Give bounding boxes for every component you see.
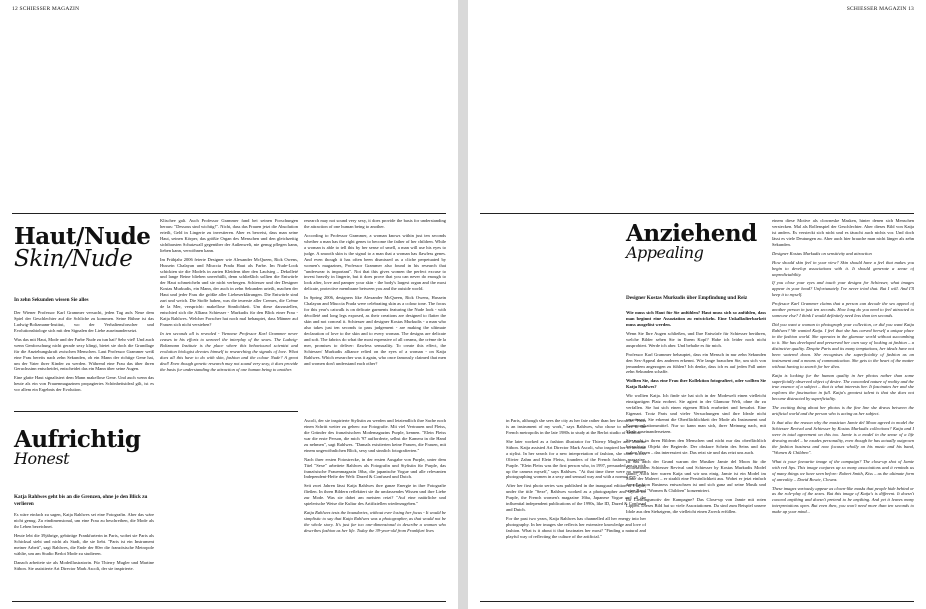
headline-title: Anziehend — [626, 220, 757, 247]
paragraph-english: In Spring 2006, designers like Alexander McQueen, Rick Owens, Hussein Chalayan and Miuccia Prada were celebrating skin as a colour tone. The focus for this year's catwalk is on delicate garments featuring the Nude look - with décolleté and long legs exposed, as their creations are designed to flatter the skin and not conceal it. Schiesser and designer Kostas Murkudis - a man who also takes just ten seconds to pass judgement - are making the ultimate declaration of love to the skin and to every woman. The designs are delicate and soft. The fabrics do what the most expensive of all creams, the crème de la mer, promises to deliver: flawless sensuality. To create this effect, the Schiesser/ Murkudis alliance relied on the eyes of a woman - on Katja Rahlwes. Which researcher was it again, who once famously claimed that men and women don't understand each other? — [304, 295, 446, 366]
right-page — [468, 0, 926, 609]
headline-subtitle: Appealing — [626, 243, 704, 262]
paragraph: Was das mit Haut, Mode und der Farbe Nude zu tun hat? Sehr viel! Und auch wenn Genforschung nicht gerade sexy klingt, bietet sie doch die Grundlage für die Anziehungskraft zwischen Menschen. Laut Professor Grammer weiß eine Frau bereits nach zehn Sekunden, ob ein Mann der richtige Gene hat, um der Vater ihrer Kinder zu werden. Während eine Frau das über ihren Geruchssinn entscheidet, entscheidet das ein Mann über seine Augen. — [14, 336, 154, 372]
paragraph-english: Katja is looking for the human quality in her photos rather than some superficially observed object of desire. The concealed nature of reality and the true essence of a subject – that is what interests her. It fascinates her and she explores the fascination in full. Katja's greatest talent is that she does not become distracted by superficiality. — [772, 372, 914, 402]
headline-anziehend-appealing — [626, 222, 757, 261]
paragraph-english: Did you want a woman to photograph your collection, or did you want Katja Rahlwes? We wanted Katja. I feel that she has carved herself a unique place in the fashion world. She operates in the glamour world without succumbing to it. She has developed and preserved her own way of looking at fashion – a distinctive quality. Despite Paris and its many temptations, her ideals have not been watered down. She recognises the superficiality of fashion as an instrument and a means of communication. She gets to the heart of the matter without having to search for her diva. — [772, 322, 914, 369]
headline-aufrichtig-honest — [14, 428, 141, 467]
paragraph-english: Designer Kostas Murkudis on sensitivity and attraction — [772, 250, 872, 256]
article3-column-2 — [772, 218, 914, 598]
paragraph: Wenn Sie Ihre Augen schließen, und Ihre Entwürfe für Schiesser berühren, welche Bilder sehen Sie in Ihrem Kopf? Habe ich leider noch nicht ausprobiert. Werde ich aber. Und behalte es für mich. — [626, 330, 766, 348]
paragraph: Danach arbeitete sie als Modeillustratorin. Für Thierry Mugler und Martine Sitbon. Sie assistierte Art Director Mark Ascoli, der sie inspirierte. — [14, 559, 154, 571]
paragraph-english: Katja Rahlwes tests the boundaries, without ever losing her focus - It would be simplistic to say that Katja Rahlwes was a photographer, as that would not be the whole story. It's just far too one-dimensional to describe a woman who describes fashion as her life. Today the 39-year-old from Frankfurt lives — [304, 510, 446, 533]
paragraph: Heute lebt die 39jährige, gebürtige Frankfurterin in Paris, wobei sie Paris als Schicksal sieht und nicht als Stadt, die sie liebt. "Paris ist ein Instrument meiner Arbeit", sagt Rahlwes, die Ende der 80er die französische Metropole wählte, um am Studio Berlot Mode zu studieren. — [14, 532, 154, 556]
paragraph-english: According to Professor Grammer, a woman knows within just ten seconds whether a man has the right genes to become the father of her children. While a woman is able to tell this by her sense of smell, a man will use his eyes to judge. A smooth skin is the signal to a man that a woman has flawless genes. And even though it has often been dismissed as a cliche perpetuated by women's magazines, Professor Grammer also found in his research that "underwear is important". Not that this gives women the perfect excuse to invest heavily in lingerie, but it does prove that you can never do enough to look after, love and pamper your skin - the body's largest organ and the most delicate, protective membrane between you and the outside world. — [304, 232, 446, 292]
headline-title: Haut/Nude — [14, 223, 151, 250]
running-head-right: SCHIESSER MAGAZIN 13 — [846, 6, 914, 12]
paragraph: Ascoli, der sie inspirierte Stylistin zu werden und letztendlich ihre Sache noch einen Schritt weiter zu gehen: zur Fotografie. Mit viel Vertrauen und Fleiss, die Gründer des französischen Modemagazins Purple, kennen. "Elein Fleiss war die erste Person, die mich '97 aufforderte, selbst die Kamera in die Hand zu nehmen", sagt Rahlwes. "Damals existierten keine Frauen, die Frauen, mit einem ungewöhnlichen Blick, sexy und sinnlich fotografierten." — [304, 418, 446, 453]
article1-column-1 — [14, 310, 154, 405]
paragraph: Ist das auch der Grund warum der Musiker Jamie del Moon für die Kollektionen Schiesser Revival und Schiesser by Kostas Murkudis Model stand? Auch hier waren Katja und wir uns einig. Jamie ist ein Model im Sinne der Malerei – er strahlt eine Persönlichkeit aus. Wobei er jetzt einfach dem Fashion Business entwachsen ist und sich ganz auf seine Musik und seine Band "Women & Children" konzentriert. — [626, 458, 766, 494]
headline-subtitle: Honest — [14, 449, 69, 468]
paragraph-english: What is your favourite image of the campaign? The close-up shot of Jamie with red lips. This image conjures up so many associations and it reminds us of many things we have seen before: Robert Smith, Kiss – as the ultimate form of unreality – David Bowie, Clowns. — [772, 458, 914, 482]
page-gutter — [458, 0, 468, 609]
paragraph-english: She later worked as a fashion illustrator for Thierry Mugler and Martine Sitbon. Katja assisted Art Director Mark Ascoli, who inspired her to become a stylist. In her search for a new interpretation of fashion, she came across Olivier Zahm and Elein Fleiss, founders of the French fashion magazine, Purple. "Elein Fleiss was the first person who, in 1997, persuaded me to pick up the camera myself," says Rahlwes. "At that time there were no women photographing women in a sexy and sensual way and with a normal eye." — [506, 438, 646, 480]
lead-article2: Katja Rahlwes geht bis an die Grenzen, ohne je den Blick zu verlieren — [14, 494, 148, 507]
paragraph-english: Is that also the reason why the musician Jamie del Moon agreed to model the Schiesser Revival and Schiesser by Kostas Murkudis collections? Katja and I were in total agreement on this too. Jamie is a model in the sense of a life drawing model – he exudes personality, even though he has actually outgrown the fashion business and now focuses wholly on his music and his band, "Women & Children". — [772, 420, 914, 455]
paragraph-english: research may not sound very sexy, it does provide the basis for understanding the attraction of one human being to another. — [304, 218, 446, 229]
lead-article3: Designer Kostas Murkudis über Empfindung und Reiz — [626, 295, 748, 301]
article3-column-1 — [626, 310, 766, 598]
section-rule — [14, 411, 298, 412]
paragraph: Wir wollten Katja. Ich finde sie hat sich in der Modewelt einen vielleicht einzigartigen Platz erobert. Sie agiert in der Glamour Welt, ohne ihr zu verfallen. Sie hat sich einen eigenen Blick erarbeitet und bewahrt. Eine Eigenart. Trotz Paris und vieler Versuchungen sind ihre Ideale nicht verwässert. Sie erkennt die Oberflächlichkeit der Mode als Instrument und Kommunikationsmittel. Nur so kann man sich, ihrer Meinung nach, mit Mode auseinandersetzen. — [626, 393, 766, 434]
paragraph-english: Professor Karl Grammer claims that a person can decode the sex appeal of another person in just ten seconds. How long do you need to feel attracted to someone else? I think I would definitely need less than ten seconds. — [772, 301, 914, 319]
paragraph: Der Wiener Professor Karl Grammer versucht, jeden Tag aufs Neue dem Spiel der Geschlechter auf die Schliche zu kommen. Seine Bühne ist das Ludwig-Boltzmann-Institut, wo der Verhaltensforscher und Evolutionsbiologe sich mit den Signalen der Liebe auseinandersetzt. — [14, 310, 154, 333]
article1-column-3 — [304, 218, 446, 406]
paragraph: Seit zwei Jahren lässt Katja Rahlwes ihre ganze Energie in ihre Fotografie fließen. In ihren Bildern reflektiert sie ihr umfassendes Wissen und ihre Liebe zur Mode. Was sie dabei am meisten reizt? "Auf eine natürliche und spielerische Weise die Kultur des Artifiziellen wiederzugeben." — [304, 483, 446, 507]
running-head-left: 12 SCHIESSER MAGAZIN — [12, 6, 80, 12]
left-page — [0, 0, 458, 609]
paragraph: Professor Karl Grammer behauptet, dass ein Mensch in nur zehn Sekunden den Sex-Appeal des anderen erkennt. Wie lange brauchen Sie, um sich von jemandem angezogen zu fühlen? Ich denke, dass ich es auf jeden Fall unter zehn Sekunden schaffe. — [626, 351, 766, 375]
paragraph: einem diese Motive als clowneske Masken, hinter denen sich Menschen verstecken. Mal als Rollenspiel der Geschlechter. Aber dieses Bild von Katja ist anders. Es versteckt sich nicht und es täuscht auch nichts vor. Und doch lässt es viele Deutungen zu. Aber auch hier brauche man nicht länger als zehn Sekunden. — [772, 218, 914, 247]
paragraph: Im Frühjahr 2006 feierte Designer wie Alexander McQueen, Rick Owens, Hussein Chalayan und Miuccia Prada Haut als Farbe. Im Nude-Look schickten sie die Models in zarten Kleidern über den Laufsteg – Dekolleté und lange Beine blieben unverhüllt, denn schließlich sollten die Entwürfe der Haut schmeicheln und sie nicht verbergen. Schiesser und der Designer Kostas Murkudis, ein Mann, der auch in zehn Sekunden urteilt, machen der Haut und jeder Frau die größte aller Liebeserklärungen. Die Entwürfe sind zart und weich. Die Stoffe haben, was die teuerste aller Cremes, die Créme de la Mer, verspricht: makellose Sinnlichkeit. Um diese darzustellen, entschied sich die Allianz Schiesser - Murkudis für den Blick einer Frau - Katja Rahlwes. Welcher Forscher hat noch mal behauptet, dass Männer auf Frauen sich nicht verstehen? — [160, 256, 298, 327]
article1-column-2 — [160, 218, 298, 406]
top-rule — [480, 213, 914, 214]
paragraph: Nach ihrer ersten Fotostrecke, in der ersten Ausgabe von Purple, unter dem Titel "Sexe" arbeitete Rahlwes als Fotografin und Stylistin für Purple, das französische Frauenmagazin 16ba, die japanische Vogue und alle relevanten Independent-Hefte der Welt: Dazed & Confused und Dutch. — [304, 456, 446, 480]
article2-column-2 — [304, 418, 446, 598]
paragraph-english: in Paris, although she sees the city as her fate rather than her favourite. "Paris is an instrument of my work," says Rahlwes, who chose to move to the French metropolis in the late 1980s to study at the Berlot studio of fashion. — [506, 418, 646, 435]
article2-column-3 — [506, 418, 646, 598]
headline-subtitle: Skin/Nude — [14, 246, 133, 272]
paragraph: Wollten Sie, dass eine Frau ihre Kollektion fotografiert, oder wollten Sie Katja Rahlwes? — [626, 378, 766, 390]
paragraph-english: These images variously appear as clown-like masks that people hide behind or as the role-play of the sexes. But this image of Katja's is different. It doesn't conceal anything and doesn't pretend to be anything. And yet it leaves many interpretations open. But even then, you won't need more than ten seconds to make up your mind... — [772, 485, 914, 515]
bottom-rule — [12, 601, 446, 602]
paragraph: Eine glatte Haut signalisiert dem Mann makellose Gene. Und auch wenn das heute als ein von Frauenmagazinen propagiertes Schönheitsideal gilt, ist es vor allem ein Ergebnis der Evolution. — [14, 375, 154, 393]
paragraph: Sie sucht in ihren Bildern den Menschen und nicht nur das oberflächlich betrachtete Objekt der Begierde. Der obskure Schein des Seins und das wahre Wesen – das interessiert sie. Das reizt sie und das reizt uns auch. — [626, 437, 766, 455]
paragraph-english: The exciting thing about her photos is the fine line she draws between the artificial world and the person who is acting as her subject. — [772, 405, 914, 417]
paragraph-english: How should skin feel in your view? Skin should have a feel that makes you begin to develop associations with it. It should generate a sense of unpredictability. — [772, 259, 914, 277]
paragraph: Wie muss sich Haut für Sie anfühlen? Haut muss sich so anfühlen, dass man beginnt eine Assoziation zu entwickeln. Eine Unkalkulierbarkeit muss ausgelöst werden. — [626, 310, 766, 327]
paragraph-english: For the past two years, Katja Rahlwes has channelled all her energy into her photography. In her images she reflects her extensive knowledge and love of fashion. What is it about it that fascinates her most? "Finding a natural and playful way of reflecting the culture of the artificial." — [506, 516, 646, 539]
headline-title: Aufrichtig — [14, 426, 141, 453]
paragraph: Klischee galt. Auch Professor Grammer fand bei seinen Forschungen heraus: "Dessous sind wichtig!". Nicht, dass das Frauen jetzt die Absolution erteilt, Geld in Lingerie zu investieren. Aber es beweist, dass man seine Haut, seinen Körper, das größte Organ des Menschen und den gleichzeitig sichtbarsten Schutzwall gegenüber der Außenwelt, nie genug pflegen kann, lieben kann, verwöhnen kann. — [160, 218, 298, 253]
bottom-rule — [480, 601, 914, 602]
top-rule — [12, 213, 446, 214]
paragraph: Ihr Lieblingsmotiv der Kampagne? Das Close-up von Jamie mit roten Lippen. Dieses Bild hat so viele Assoziationen. Da sind zum Beispiel unsere Idole aus den Siebzigern, die vielleicht einen Zweck erfüllen. — [626, 497, 766, 515]
paragraph-english: If you close your eyes and touch your designs for Schiesser, what images appear in your head? Unfortunately I've never tried that. But I will. And I'll keep it to myself. — [772, 280, 914, 298]
paragraph: Es wäre einfach zu sagen, Katja Rahlwes sei eine Fotografin. Aber das wäre nicht genug. Zu eindimensional, um eine Frau zu beschreiben, die Mode als ihr Leben bezeichnet. — [14, 512, 154, 529]
paragraph-english: In ten seconds all is revealed - Viennese Professor Karl Grammer never ceases in his efforts to unravel the interplay of the sexes. The Ludwig-Boltzmann Institute is the place where this behavioural scientist and evolution biologist devotes himself to researching the signals of love. What does all this have to do with skin, fashion and the colour Nude? A great deal! Even though genetic research may not sound very sexy, it does provide the basis for understanding the attraction of one human being to another. — [160, 330, 298, 372]
headline-haut-nude — [14, 225, 150, 271]
paragraph-english: After her first photo series was published in the inaugural edition of Purple, under the title "Sexe", Rahlwes worked as a photographer and stylist for Purple, the French women's magazine 16ba, Japanese Vogue and all the influential independent publications of the 1990s, like ID, Dazed & Confused and Dutch. — [506, 483, 646, 513]
lead-article1: In zehn Sekunden wissen Sie alles — [14, 297, 89, 303]
article2-column-1 — [14, 512, 154, 597]
